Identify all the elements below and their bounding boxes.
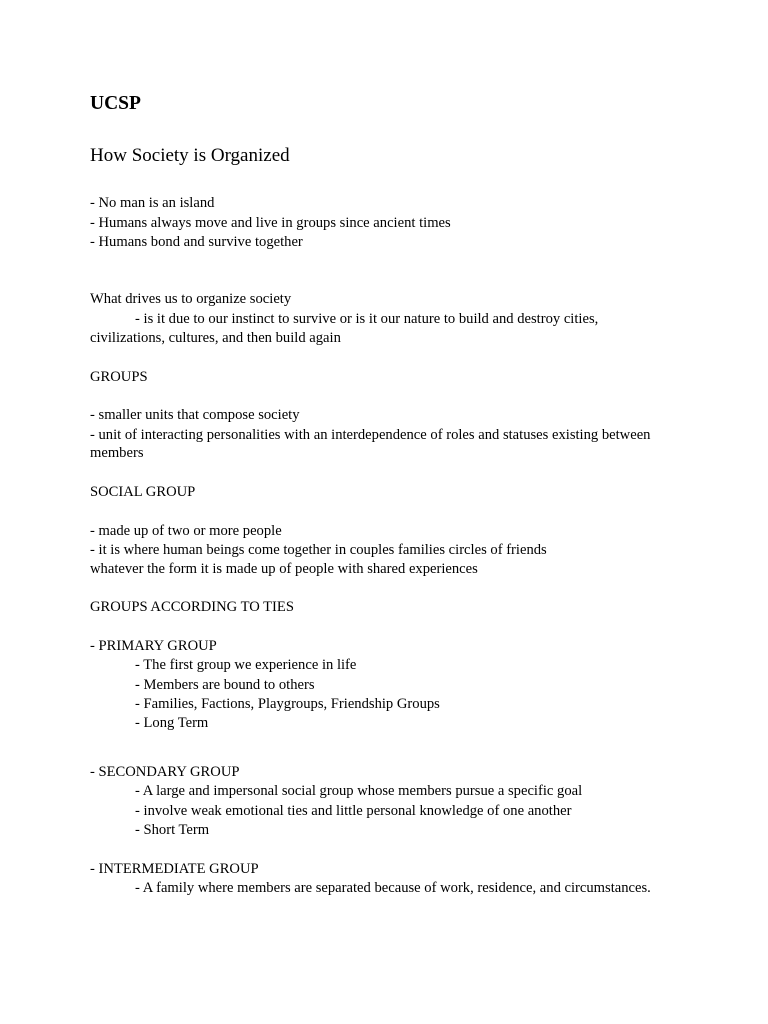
intermediate-group-item: - A family where members are separated because of work, residence, and circumstances. xyxy=(135,880,651,896)
primary-group-item: - Long Term xyxy=(135,715,209,731)
secondary-group-item: - Short Term xyxy=(135,822,210,838)
groups-line: - unit of interacting personalities with an interdependence of roles and statuses existing between xyxy=(90,427,651,443)
primary-group-item: - Members are bound to others xyxy=(135,677,315,693)
secondary-group-item: - involve weak emotional ties and little personal knowledge of one another xyxy=(135,803,572,819)
groups-line: - smaller units that compose society xyxy=(90,407,300,423)
primary-group-item: - The first group we experience in life xyxy=(135,657,357,673)
social-group-line: whatever the form it is made up of people with shared experiences xyxy=(90,561,478,577)
intro-point: - Humans always move and live in groups since ancient times xyxy=(90,215,451,231)
intro-point: - Humans bond and survive together xyxy=(90,234,303,250)
secondary-group-item: - A large and impersonal social group whose members pursue a specific goal xyxy=(135,783,583,799)
drives-line: civilizations, cultures, and then build again xyxy=(90,330,341,346)
secondary-group-heading: - SECONDARY GROUP xyxy=(90,764,240,780)
document-subtitle: How Society is Organized xyxy=(90,145,290,166)
document-title: UCSP xyxy=(90,93,141,114)
drives-line: - is it due to our instinct to survive or is it our nature to build and destroy cities, xyxy=(135,311,599,327)
primary-group-heading: - PRIMARY GROUP xyxy=(90,638,217,654)
intermediate-group-heading: - INTERMEDIATE GROUP xyxy=(90,861,259,877)
groups-heading: GROUPS xyxy=(90,369,148,385)
intro-point: - No man is an island xyxy=(90,195,215,211)
groups-line: members xyxy=(90,445,144,461)
social-group-line: - made up of two or more people xyxy=(90,523,282,539)
primary-group-item: - Families, Factions, Playgroups, Friendship Groups xyxy=(135,696,440,712)
drives-heading: What drives us to organize society xyxy=(90,291,292,307)
ties-heading: GROUPS ACCORDING TO TIES xyxy=(90,599,294,615)
social-group-heading: SOCIAL GROUP xyxy=(90,484,196,500)
social-group-line: - it is where human beings come together in couples families circles of friends xyxy=(90,542,547,558)
